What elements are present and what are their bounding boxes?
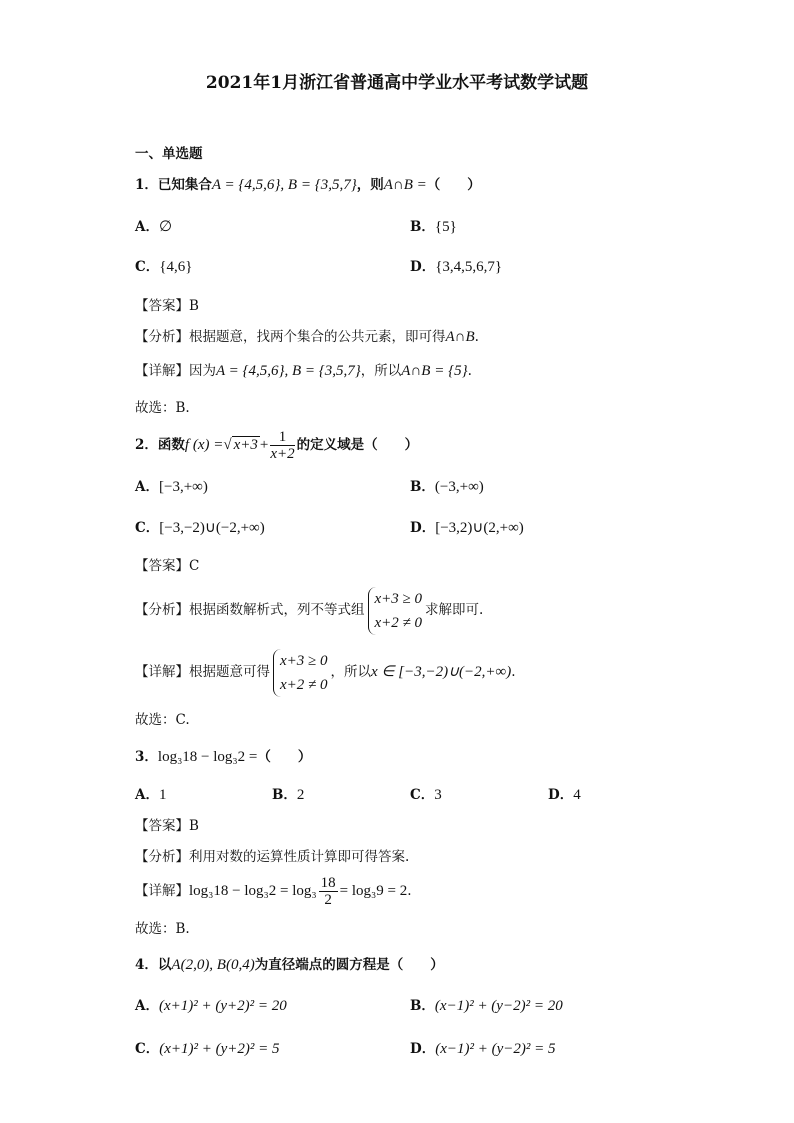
option-value: 2 bbox=[296, 787, 305, 803]
option-c bbox=[135, 258, 192, 276]
option-c bbox=[135, 519, 265, 537]
section-heading: 一、单选题 bbox=[135, 146, 203, 162]
question-2-stem: 2．函数f (x) =√ x+3 + $\frac{1}{x+2}$ 的定义域是（ ） bbox=[135, 429, 419, 462]
answer-tag: 【答案】 bbox=[135, 298, 189, 314]
option-value: 4 bbox=[573, 787, 581, 803]
choose-line: 故选：B. bbox=[135, 400, 190, 416]
option-label: C． bbox=[410, 787, 435, 803]
fraction bbox=[319, 875, 338, 908]
stem-paren: （ ） bbox=[257, 749, 312, 765]
stem-paren: （ ） bbox=[426, 177, 481, 193]
plus-sign: + bbox=[259, 437, 269, 453]
option-label: D． bbox=[410, 520, 436, 536]
option-label: B． bbox=[410, 998, 435, 1014]
option-value: 1 bbox=[158, 787, 167, 803]
detail-text: 因为 bbox=[189, 363, 216, 379]
analysis-tag: 【分析】 bbox=[135, 602, 189, 618]
answer-line bbox=[135, 817, 199, 835]
detail-text: ，所以 bbox=[360, 363, 402, 379]
question-4-stem bbox=[135, 956, 444, 974]
fraction-denominator: x+2 bbox=[270, 446, 295, 462]
option-value: [−3,2)∪(2,+∞) bbox=[435, 520, 524, 536]
detail-text: ，所以 bbox=[330, 664, 372, 680]
option-value: (x+1)² + (y+2)² = 20 bbox=[158, 998, 287, 1014]
detail-math: A = {4,5,6}, B = {3,5,7} bbox=[216, 363, 361, 379]
option-value: 3 bbox=[434, 787, 442, 803]
option-label: A． bbox=[135, 787, 159, 803]
option-a bbox=[135, 997, 287, 1015]
option-d bbox=[410, 258, 502, 276]
option-value: {3,4,5,6,7} bbox=[435, 259, 503, 275]
fraction-numerator: 18 bbox=[320, 875, 336, 891]
option-b bbox=[410, 478, 484, 496]
fraction bbox=[270, 429, 294, 462]
sqrt-radicand: x+3 bbox=[233, 437, 258, 453]
detail-line bbox=[135, 648, 516, 697]
stem-math: f (x) = bbox=[184, 437, 224, 453]
detail-math: = log₃9 = 2 bbox=[339, 883, 408, 899]
detail-end: . bbox=[511, 664, 516, 680]
stem-math: A∩B = bbox=[383, 177, 427, 193]
analysis-line bbox=[135, 586, 483, 635]
detail-tag: 【详解】 bbox=[135, 664, 189, 680]
detail-end: . bbox=[467, 363, 472, 379]
choose-line: 故选：C. bbox=[135, 712, 190, 728]
inequality-1: x+3 ≥ 0 bbox=[280, 652, 328, 669]
option-label: C． bbox=[135, 520, 160, 536]
page-title: 2021年1月浙江省普通高中学业水平考试数学试题 bbox=[205, 73, 589, 93]
stem-text: 以 bbox=[157, 957, 172, 973]
option-value: {4,6} bbox=[159, 259, 193, 275]
option-d bbox=[410, 519, 524, 537]
answer-line bbox=[135, 557, 199, 575]
option-b bbox=[410, 997, 563, 1015]
detail-math: x ∈ [−3,−2)∪(−2,+∞) bbox=[371, 664, 512, 680]
option-value: (x−1)² + (y−2)² = 5 bbox=[435, 1041, 556, 1057]
option-b bbox=[272, 786, 304, 804]
detail-math: log₃18 − log₃2 = log₃ bbox=[189, 883, 317, 899]
option-label: B． bbox=[410, 219, 435, 235]
analysis-tag: 【分析】 bbox=[135, 329, 189, 345]
option-label: A． bbox=[135, 998, 159, 1014]
detail-tag: 【详解】 bbox=[135, 363, 189, 379]
stem-text: 已知集合 bbox=[157, 177, 212, 193]
stem-text: 函数 bbox=[157, 437, 185, 453]
detail-text: 根据题意可得 bbox=[189, 664, 270, 680]
choose-line: 故选：B. bbox=[135, 921, 190, 937]
option-b bbox=[410, 218, 457, 236]
stem-math: log₃18 − log₃2 = bbox=[157, 749, 258, 765]
inequality-system bbox=[368, 587, 423, 635]
option-d bbox=[410, 1040, 556, 1058]
analysis-end: 求解即可. bbox=[425, 602, 484, 618]
option-value: (x−1)² + (y−2)² = 20 bbox=[434, 998, 563, 1014]
detail-line bbox=[135, 872, 412, 910]
stem-math: A = {4,5,6}, B = {3,5,7} bbox=[211, 177, 357, 193]
answer-value: B bbox=[189, 298, 199, 314]
option-value: ∅ bbox=[158, 219, 173, 235]
option-value: {5} bbox=[434, 219, 457, 235]
stem-text: 为直径端点的圆方程是（ ） bbox=[254, 957, 444, 973]
option-c bbox=[410, 786, 442, 804]
option-label: C． bbox=[135, 259, 160, 275]
answer-line bbox=[135, 297, 199, 315]
question-number: 3． bbox=[135, 749, 158, 765]
detail-line bbox=[135, 362, 472, 380]
option-value: [−3,+∞) bbox=[158, 479, 208, 495]
option-label: D． bbox=[410, 259, 436, 275]
question-1-stem bbox=[135, 176, 481, 194]
stem-text: 的定义域是（ ） bbox=[296, 437, 419, 453]
fraction-numerator: 1 bbox=[270, 429, 294, 446]
inequality-2: x+2 ≠ 0 bbox=[374, 614, 423, 631]
question-number: 4． bbox=[135, 957, 158, 973]
stem-text: ，则 bbox=[356, 177, 384, 193]
analysis-text: 利用对数的运算性质计算即可得答案. bbox=[189, 849, 410, 865]
option-value: (−3,+∞) bbox=[434, 479, 484, 495]
inequality-1: x+3 ≥ 0 bbox=[374, 590, 423, 607]
option-label: B． bbox=[410, 479, 435, 495]
analysis-line bbox=[135, 328, 479, 346]
detail-math: A∩B = {5} bbox=[401, 363, 468, 379]
answer-tag: 【答案】 bbox=[135, 818, 189, 834]
option-label: B． bbox=[272, 787, 297, 803]
analysis-tag: 【分析】 bbox=[135, 849, 189, 865]
fraction-denominator: 2 bbox=[324, 892, 332, 908]
option-value: [−3,−2)∪(−2,+∞) bbox=[159, 520, 265, 536]
option-d bbox=[548, 786, 581, 804]
answer-value: C bbox=[189, 558, 200, 574]
stem-math: A(2,0), B(0,4) bbox=[171, 957, 255, 973]
question-number: 1． bbox=[135, 177, 158, 193]
option-a bbox=[135, 478, 208, 496]
detail-end: . bbox=[407, 883, 412, 899]
analysis-text: 根据题意，找两个集合的公共元素，即可得 bbox=[189, 329, 446, 345]
option-a bbox=[135, 786, 166, 804]
answer-tag: 【答案】 bbox=[135, 558, 189, 574]
option-label: A． bbox=[135, 479, 159, 495]
option-c bbox=[135, 1040, 280, 1058]
analysis-line bbox=[135, 848, 409, 866]
option-label: D． bbox=[410, 1041, 436, 1057]
option-value: (x+1)² + (y+2)² = 5 bbox=[159, 1041, 280, 1057]
question-number: 2． bbox=[135, 437, 158, 453]
option-label: C． bbox=[135, 1041, 160, 1057]
analysis-end: . bbox=[474, 329, 479, 345]
detail-tag: 【详解】 bbox=[135, 883, 189, 899]
analysis-math: A∩B bbox=[445, 329, 475, 345]
answer-value: B bbox=[189, 818, 199, 834]
inequality-2: x+2 ≠ 0 bbox=[280, 676, 328, 693]
option-label: D． bbox=[548, 787, 574, 803]
option-a bbox=[135, 218, 172, 236]
inequality-system bbox=[273, 649, 328, 697]
option-label: A． bbox=[135, 219, 159, 235]
question-3-stem bbox=[135, 748, 311, 766]
analysis-text: 根据函数解析式，列不等式组 bbox=[189, 602, 365, 618]
